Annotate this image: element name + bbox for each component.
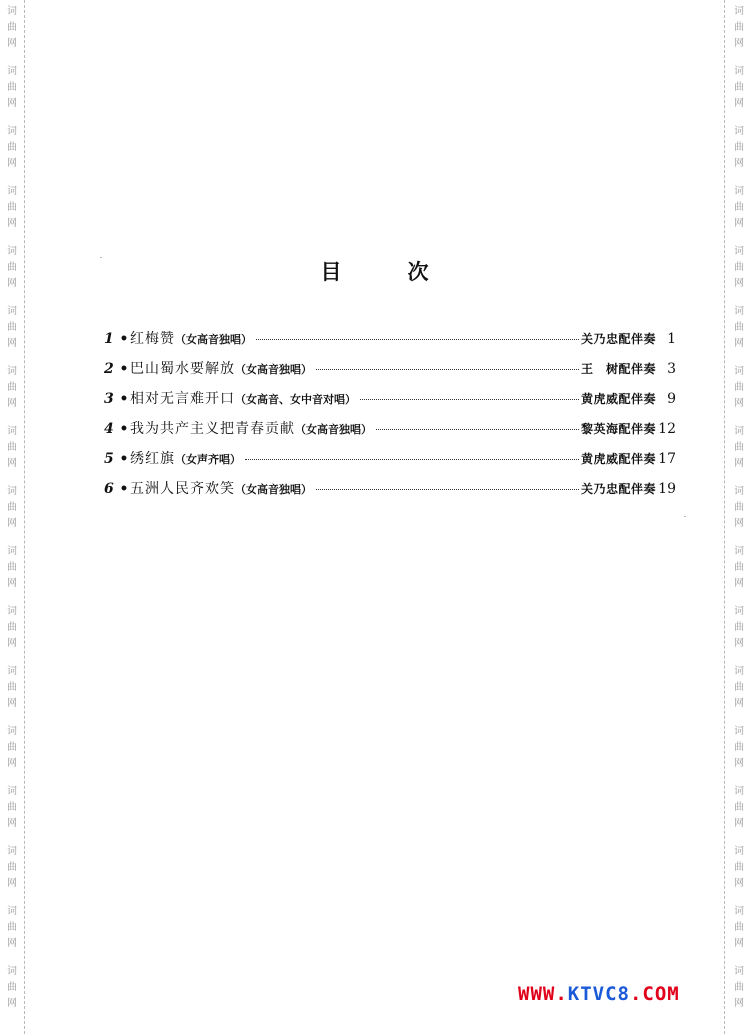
watermark-char: 曲 [7,262,17,273]
dot-leader [360,399,579,400]
title-char-left: 目 [320,259,342,284]
watermark-char: 曲 [734,442,744,453]
watermark-char: 曲 [7,202,17,213]
watermark-char: 词 [734,786,744,797]
watermark-char: 网 [734,458,744,469]
watermark-char: 网 [734,278,744,289]
watermark-char: 词 [734,486,744,497]
watermark-char: 网 [734,638,744,649]
watermark-group [734,960,744,1020]
watermark-group [734,780,744,840]
toc-entry[interactable] [104,328,676,358]
watermark-char: 曲 [7,442,17,453]
watermark-char: 词 [734,966,744,977]
watermark-char: 词 [734,606,744,617]
watermark-char: 词 [7,366,17,377]
toc-page-number: 1 [667,331,676,347]
watermark-char: 网 [734,998,744,1009]
toc-dot: • [119,421,129,437]
right-cut-line [724,0,725,1034]
toc-song-title: 我为共产主义把青春贡献 [130,421,295,437]
toc-number: 4 [104,421,114,437]
toc-voice-note: （女高音独唱） [235,363,312,376]
logo-domain: KTVC8 [567,983,630,1005]
watermark-group [734,420,744,480]
toc-entry[interactable] [104,388,676,418]
toc-song-title: 红梅赞 [130,331,175,347]
watermark-group [7,900,17,960]
watermark-char: 词 [7,906,17,917]
watermark-char: 曲 [734,862,744,873]
toc-number: 3 [104,391,114,407]
watermark-char: 网 [7,218,17,229]
toc-entry[interactable] [104,478,676,508]
watermark-char: 网 [7,878,17,889]
watermark-char: 曲 [7,802,17,813]
watermark-char: 词 [7,966,17,977]
toc-voice-note: （女高音独唱） [295,423,372,436]
watermark-char: 词 [734,726,744,737]
watermark-char: 网 [734,338,744,349]
watermark-group [734,360,744,420]
watermark-char: 词 [734,426,744,437]
watermark-char: 词 [734,66,744,77]
toc-number: 2 [104,361,114,377]
watermark-char: 词 [7,426,17,437]
watermark-char: 网 [734,98,744,109]
toc-page-number: 3 [667,361,676,377]
toc-dot: • [119,481,129,497]
watermark-char: 词 [7,786,17,797]
watermark-char: 曲 [7,622,17,633]
toc-arranger: 黄虎威配伴奏 [580,392,656,406]
watermark-char: 词 [7,726,17,737]
watermark-char: 网 [7,518,17,529]
watermark-char: 曲 [734,742,744,753]
watermark-char: 网 [7,398,17,409]
watermark-group [734,660,744,720]
watermark-group [7,540,17,600]
watermark-char: 曲 [7,82,17,93]
toc-voice-note: （女高音独唱） [175,333,252,346]
toc-arranger: 关乃忠配伴奏 [580,482,656,496]
watermark-char: 曲 [7,922,17,933]
watermark-char: 曲 [734,502,744,513]
watermark-char: 词 [7,6,17,17]
watermark-char: 词 [734,186,744,197]
watermark-char: 词 [734,666,744,677]
watermark-char: 网 [734,578,744,589]
dot-leader [256,339,579,340]
watermark-char: 词 [734,126,744,137]
watermark-char: 网 [7,938,17,949]
toc-song-title: 五洲人民齐欢笑 [130,481,235,497]
watermark-group [734,120,744,180]
watermark-group [734,720,744,780]
toc-song-title: 相对无言难开口 [130,391,235,407]
watermark-char: 曲 [734,622,744,633]
watermark-char: 词 [734,366,744,377]
watermark-char: 曲 [734,982,744,993]
toc-dot: • [119,451,129,467]
watermark-group [7,660,17,720]
toc-arranger: 黄虎威配伴奏 [580,452,656,466]
toc-dot: • [119,361,129,377]
toc-dot: • [119,331,129,347]
watermark-char: 曲 [7,742,17,753]
table-of-contents [104,328,676,508]
watermark-char: 曲 [734,262,744,273]
toc-arranger: 关乃忠配伴奏 [580,332,656,346]
watermark-char: 网 [734,218,744,229]
dot-leader [316,489,579,490]
toc-arranger: 黎英海配伴奏 [580,422,656,436]
toc-entry[interactable] [104,448,676,478]
watermark-group [7,840,17,900]
watermark-group [7,600,17,660]
watermark-char: 网 [734,938,744,949]
toc-voice-note: （女高音、女中音对唱） [235,393,356,406]
toc-song-title: 绣红旗 [130,451,175,467]
dot-leader [376,429,579,430]
watermark-char: 曲 [7,142,17,153]
watermark-char: 曲 [734,802,744,813]
watermark-char: 网 [7,758,17,769]
watermark-char: 网 [7,38,17,49]
watermark-char: 曲 [734,382,744,393]
watermark-group [734,480,744,540]
watermark-char: 曲 [7,322,17,333]
page-title [0,256,749,286]
watermark-group [7,480,17,540]
scan-speck [684,516,686,517]
watermark-char: 网 [734,158,744,169]
watermark-char: 曲 [7,562,17,573]
site-logo[interactable] [518,983,680,1005]
toc-number: 6 [104,481,114,497]
watermark-char: 词 [7,606,17,617]
left-watermark-column [2,0,22,1020]
watermark-char: 网 [7,278,17,289]
watermark-char: 网 [734,878,744,889]
watermark-group [734,180,744,240]
watermark-char: 曲 [734,142,744,153]
watermark-char: 网 [7,338,17,349]
right-watermark-column [729,0,749,1020]
watermark-char: 曲 [734,562,744,573]
watermark-group [734,300,744,360]
title-char-right: 次 [407,259,429,284]
watermark-char: 网 [7,578,17,589]
watermark-char: 曲 [734,22,744,33]
watermark-group [7,780,17,840]
watermark-char: 词 [7,546,17,557]
watermark-char: 词 [734,846,744,857]
watermark-char: 词 [7,186,17,197]
watermark-group [7,960,17,1020]
toc-arranger: 王 树配伴奏 [580,362,656,376]
watermark-char: 曲 [734,682,744,693]
watermark-char: 网 [734,698,744,709]
watermark-char: 网 [734,38,744,49]
toc-dot: • [119,391,129,407]
watermark-group [734,60,744,120]
watermark-char: 网 [7,158,17,169]
watermark-char: 词 [7,846,17,857]
watermark-char: 词 [7,246,17,257]
watermark-char: 网 [734,398,744,409]
watermark-char: 词 [7,486,17,497]
toc-number: 1 [104,331,114,347]
watermark-char: 网 [7,98,17,109]
dot-leader [245,459,579,460]
watermark-group [734,0,744,60]
watermark-char: 词 [7,306,17,317]
watermark-group [734,600,744,660]
logo-tld: .COM [629,983,680,1005]
toc-page-number: 12 [658,421,676,437]
toc-page-number: 9 [667,391,676,407]
watermark-char: 网 [734,818,744,829]
watermark-char: 词 [7,66,17,77]
toc-number: 5 [104,451,114,467]
toc-entry[interactable] [104,418,676,448]
watermark-group [7,0,17,60]
watermark-char: 词 [734,6,744,17]
watermark-char: 网 [734,518,744,529]
watermark-char: 网 [7,998,17,1009]
watermark-char: 曲 [734,82,744,93]
watermark-group [734,840,744,900]
watermark-char: 网 [7,638,17,649]
watermark-char: 词 [734,246,744,257]
watermark-group [7,360,17,420]
toc-page-number: 19 [658,481,676,497]
watermark-group [7,60,17,120]
watermark-group [734,540,744,600]
watermark-char: 曲 [7,982,17,993]
dot-leader [316,369,579,370]
watermark-char: 曲 [7,22,17,33]
watermark-group [7,180,17,240]
watermark-char: 曲 [734,202,744,213]
watermark-char: 词 [734,306,744,317]
watermark-char: 网 [7,698,17,709]
watermark-char: 词 [7,666,17,677]
watermark-char: 词 [734,906,744,917]
watermark-char: 曲 [7,862,17,873]
watermark-char: 曲 [734,322,744,333]
toc-page-number: 17 [658,451,676,467]
left-cut-line [24,0,25,1034]
watermark-group [7,300,17,360]
watermark-group [7,720,17,780]
watermark-char: 曲 [7,382,17,393]
watermark-char: 曲 [7,682,17,693]
toc-voice-note: （女高音独唱） [235,483,312,496]
toc-entry[interactable] [104,358,676,388]
watermark-group [734,900,744,960]
watermark-char: 曲 [734,922,744,933]
watermark-char: 网 [7,818,17,829]
toc-song-title: 巴山蜀水要解放 [130,361,235,377]
watermark-char: 词 [7,126,17,137]
watermark-char: 网 [7,458,17,469]
watermark-group [7,120,17,180]
watermark-group [7,420,17,480]
toc-voice-note: （女声齐唱） [175,453,241,466]
logo-www: WWW. [518,983,568,1005]
watermark-char: 曲 [7,502,17,513]
watermark-char: 网 [734,758,744,769]
watermark-char: 词 [734,546,744,557]
